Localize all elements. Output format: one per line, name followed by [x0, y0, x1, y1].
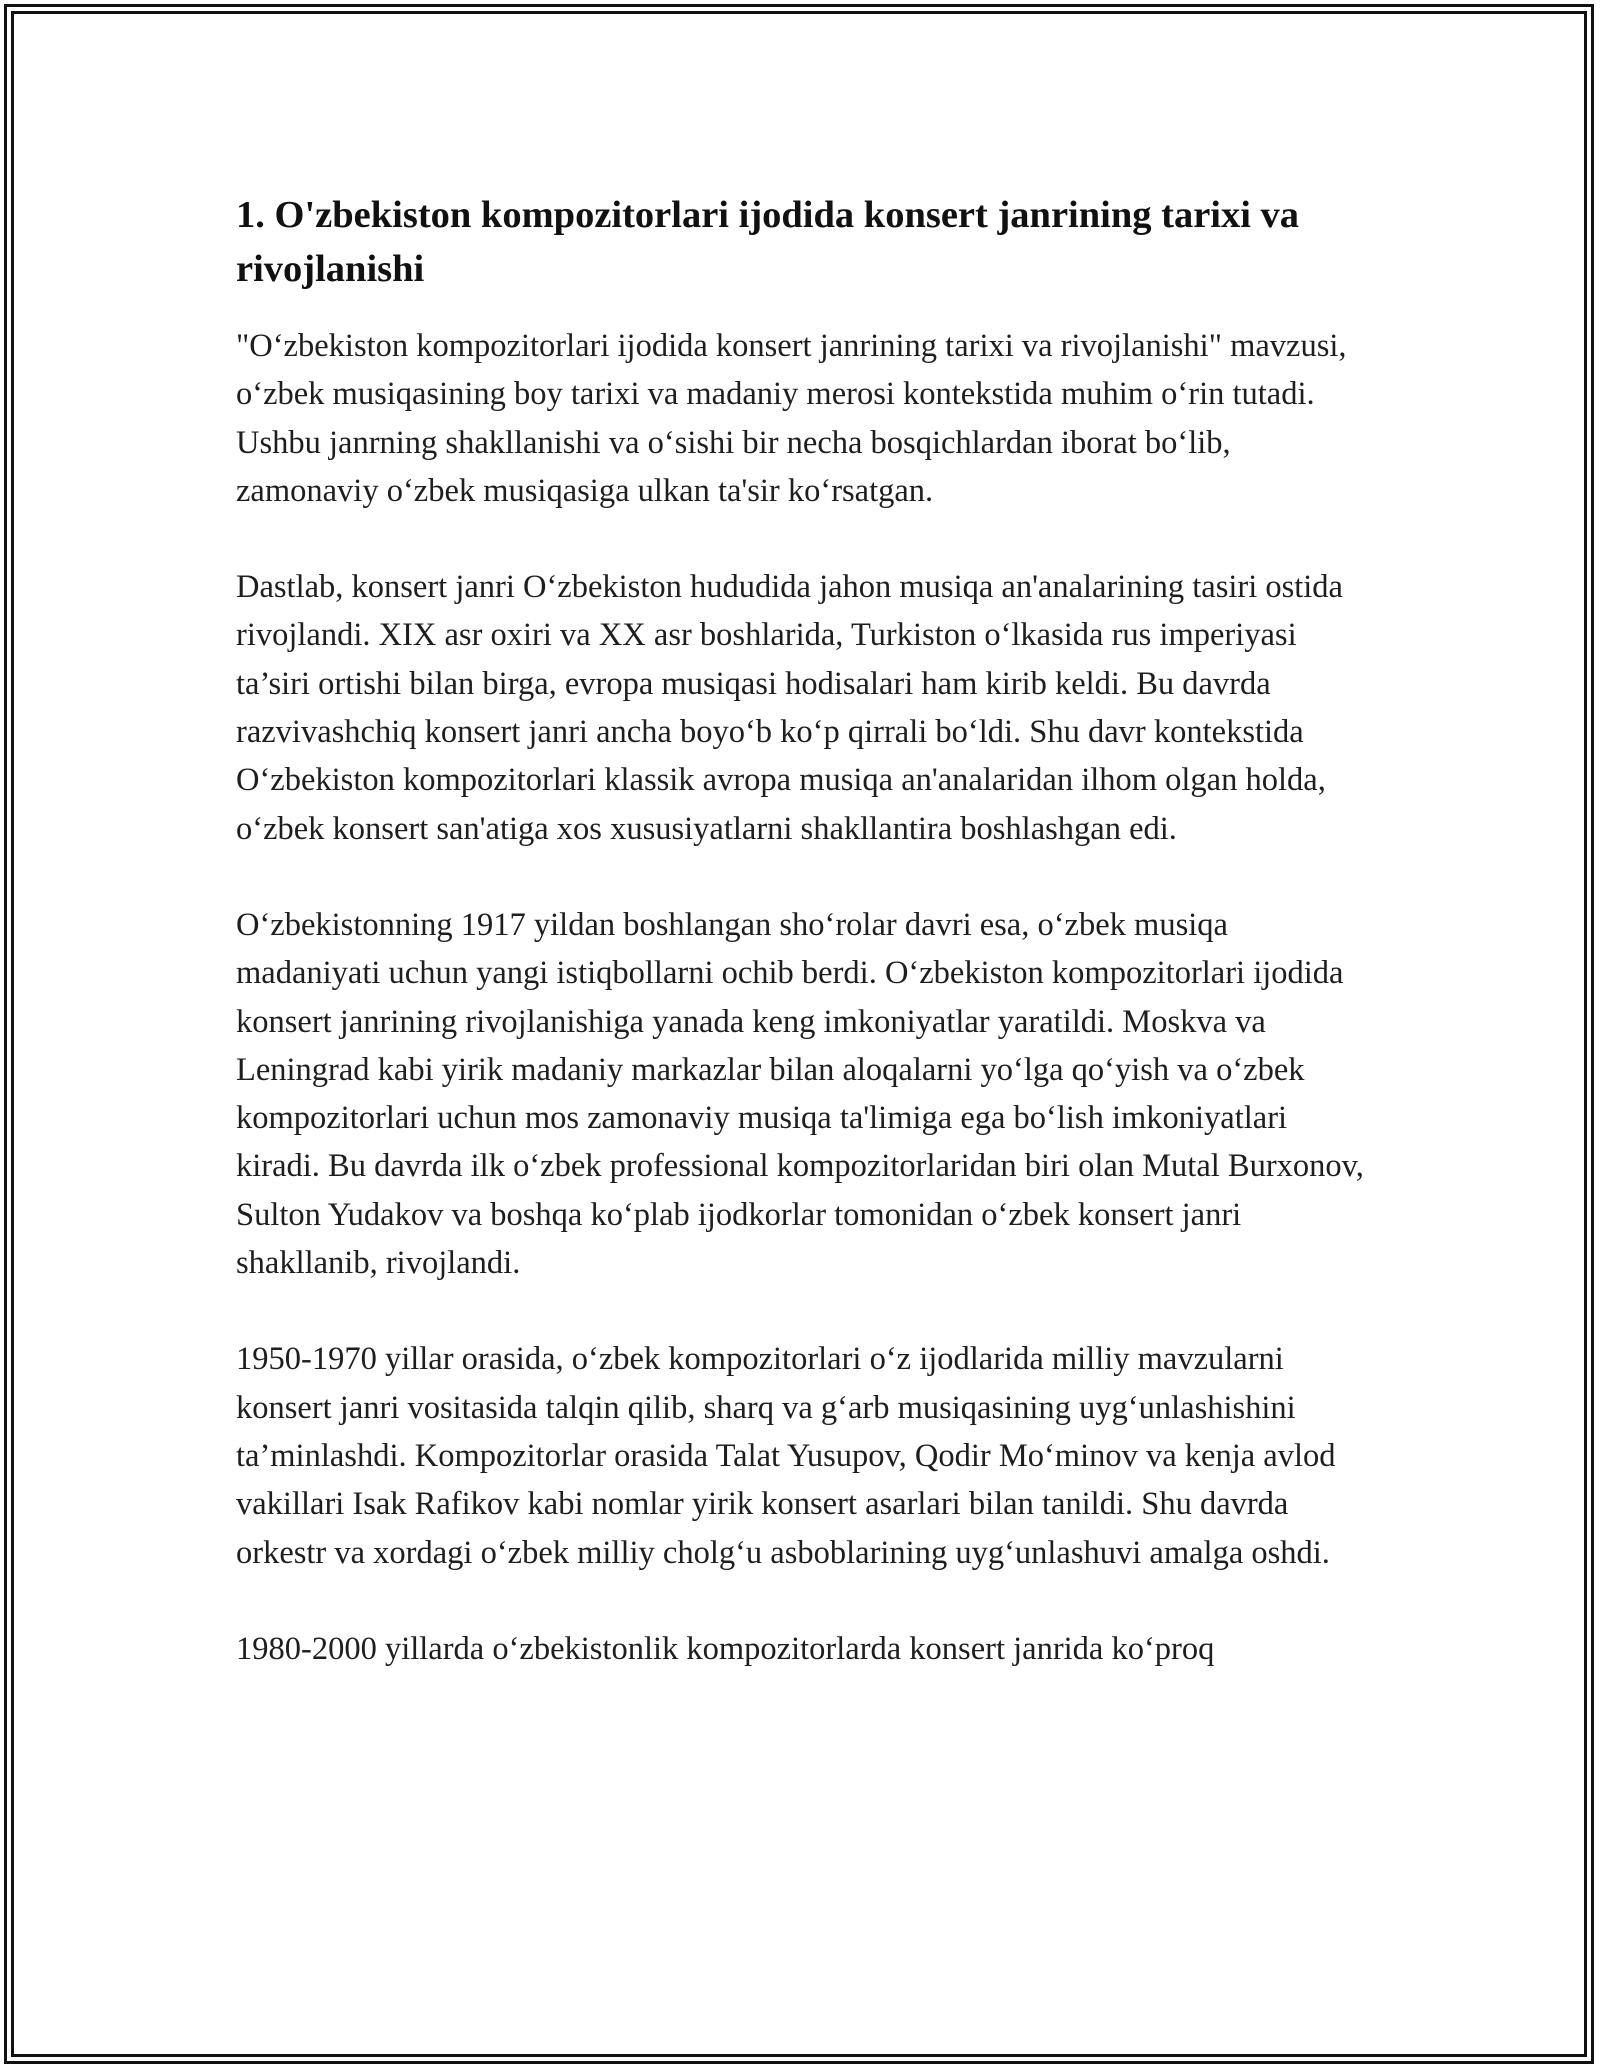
section-title: 1. O'zbekiston kompozitorlari ijodida konsert janrining tarixi va rivojlanishi — [236, 194, 1300, 290]
paragraph-1980-2000: 1980-2000 yillarda o‘zbekistonlik kompozitorlarda konsert janrida ko‘proq — [236, 1630, 1215, 1667]
document-body — [236, 188, 1371, 1721]
paragraph-early-history: Dastlab, konsert janri O‘zbekiston hududida jahon musiqa an'analarining tasiri ostida rivojlandi. XIX asr oxiri va XX asr boshlarida, Turkiston o‘lkasida rus imperiyasi ta’siri ortishi bilan birga, evropa musiqasi hodisalari ham kirib keldi. Bu davrda razvivashchiq konsert janri ancha boyo‘b ko‘p qirrali bo‘ldi. Shu davr kontekstida O‘zbekiston kompozitorlari klassik avropa musiqa an'analaridan ilhom olgan holda, o‘zbek konsert san'atiga xos xususiyatlarni shakllantira boshlashgan edi. — [236, 569, 1343, 847]
paragraph-1950-1970: 1950-1970 yillar orasida, o‘zbek kompozitorlari o‘z ijodlarida milliy mavzularni konsert janri vositasida talqin qilib, sharq va g‘arb musiqasining uyg‘unlashishini ta’minlashdi. Kompozitorlar orasida Talat Yusupov, Qodir Mo‘minov va kenja avlod vakillari Isak Rafikov kabi nomlar yirik konsert asarlari bilan tanildi. Shu davrda orkestr va xordagi o‘zbek milliy cholg‘u asboblarining uyg‘unlashuvi amalga oshdi. — [236, 1341, 1336, 1571]
paragraph-intro: "O‘zbekiston kompozitorlari ijodida konsert janrining tarixi va rivojlanishi" mavzusi, o‘zbek musiqasining boy tarixi va madaniy merosi kontekstida muhim o‘rin tutadi. Ushbu janrning shakllanishi va o‘sishi bir necha bosqichlardan iborat bo‘lib, zamonaviy o‘zbek musiqasiga ulkan ta'sir ko‘rsatgan. — [236, 328, 1347, 509]
paragraph-soviet-period: O‘zbekistonning 1917 yildan boshlangan sho‘rolar davri esa, o‘zbek musiqa madaniyati uchun yangi istiqbollarni ochib berdi. O‘zbekiston kompozitorlari ijodida konsert janrining rivojlanishiga yanada keng imkoniyatlar yaratildi. Moskva va Leningrad kabi yirik madaniy markazlar bilan aloqalarni yo‘lga qo‘yish va o‘zbek kompozitorlari uchun mos zamonaviy musiqa ta'limiga ega bo‘lish imkoniyatlari kiradi. Bu davrda ilk o‘zbek professional kompozitorlaridan biri olan Mutal Burxonov, Sulton Yudakov va boshqa ko‘plab ijodkorlar tomonidan o‘zbek konsert janri shakllanib, rivojlandi. — [236, 906, 1364, 1282]
